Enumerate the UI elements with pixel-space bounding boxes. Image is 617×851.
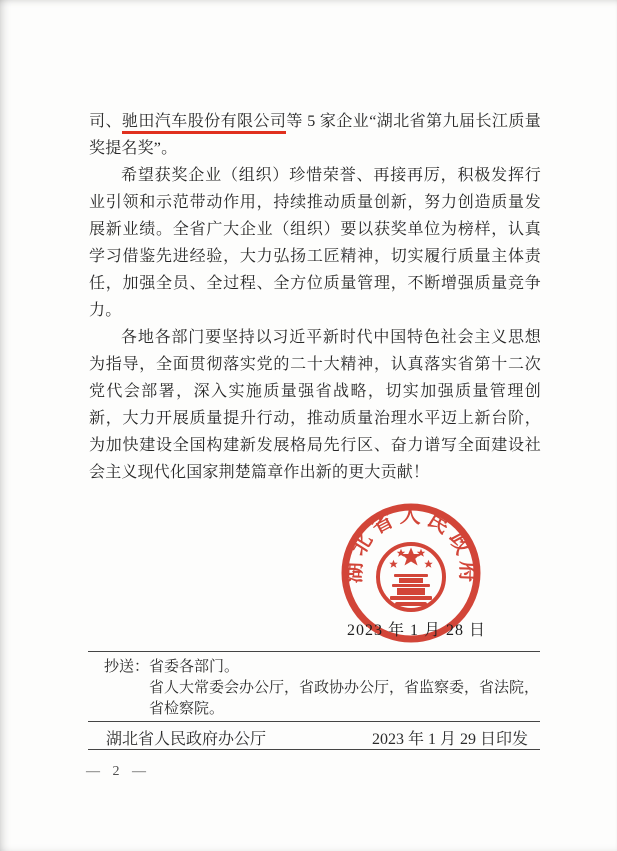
footer-divider-middle xyxy=(88,721,540,722)
print-date: 2023 年 1 月 29 日印发 xyxy=(371,730,528,748)
issuing-office: 湖北省人民政府办公厅 xyxy=(106,730,267,748)
underlined-company-name: 驰田汽车股份有限公司 xyxy=(122,113,286,134)
national-emblem-icon xyxy=(378,544,444,610)
paragraph-hope: 希望获奖企业（组织）珍惜荣誉、再接再厉，积极发挥行业引领和示范带动作用，持续推动质量创新，努力创造质量发展新业绩。全省广大企业（组织）要以获奖单位为榜样，认真学习借鉴先进经验，大力弘扬工匠精神，切实履行质量主体责任，加强全员、全过程、全方位质量管理，不断增强质量竞争力。 xyxy=(89,167,541,319)
paragraph-award-list xyxy=(89,108,541,162)
footer-divider-bottom xyxy=(88,749,540,750)
cc-line: 省人大常委会办公厅，省政协办公厅，省监察委，省法院， xyxy=(149,680,540,696)
cc-line: 省检察院。 xyxy=(149,701,225,717)
footer-divider-top xyxy=(88,651,540,652)
page-number: — 2 — xyxy=(86,764,147,779)
cc-line: 抄送：省委各部门。 xyxy=(104,659,240,675)
paragraph-requirements: 各地各部门要坚持以习近平新时代中国特色社会主义思想为指导，全面贯彻落实党的二十大精神，认真落实省第十二次党代会部署，深入实施质量强省战略，切实加强质量管理创新，大力开展质量提升行动，推动质量治理水平迈上新台阶，为加快建设全国构建新发展格局先行区、奋力谱写全面建设社会主义现代化国家荆楚篇章作出新的更大贡献！ xyxy=(89,329,541,481)
document-body xyxy=(89,108,541,486)
seal-date: 2023 年 1 月 28 日 xyxy=(347,622,487,639)
cc-block xyxy=(104,657,540,720)
issuer-row xyxy=(88,726,540,748)
seal-ring-text: 湖北省人民政府 xyxy=(341,503,481,588)
paragraph-text-suffix: 等 5 家企业“湖北省第九届长江质量奖提名奖”。 xyxy=(89,113,542,157)
paragraph-text-prefix: 司、 xyxy=(89,113,122,130)
